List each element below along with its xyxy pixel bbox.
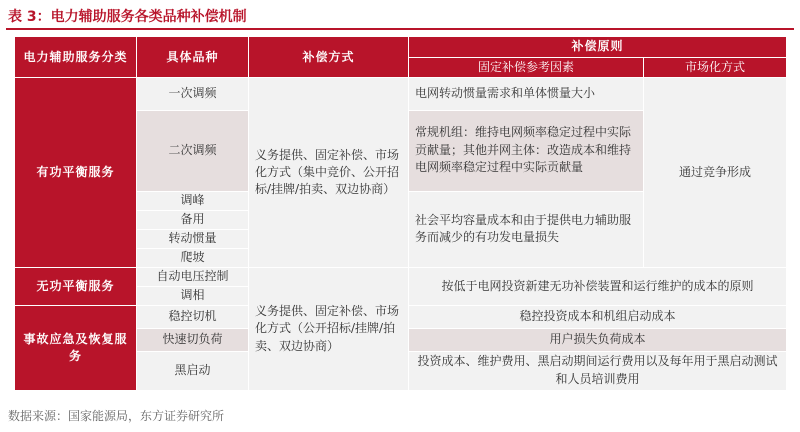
table-title: 表 3：电力辅助服务各类品种补偿机制	[8, 9, 247, 25]
variety-fast-load-shedding: 快速切负荷	[137, 328, 249, 351]
method-reactive-emergency: 义务提供、固定补偿、市场化方式（公开招标/挂牌/拍卖、双边协商）	[249, 267, 409, 390]
fixed-factor-frequency: 常规机组：维持电网频率稳定过程中实际贡献量；其他并网主体：改造成本和维持电网频率稳定过程中实际贡献量	[409, 110, 644, 191]
category-reactive-balance: 无功平衡服务	[15, 267, 137, 305]
variety-rotational-inertia: 转动惯量	[137, 229, 249, 248]
variety-primary-frequency: 一次调频	[137, 78, 249, 110]
data-source-note: 数据来源：国家能源局，东方证券研究所	[8, 409, 225, 423]
fixed-factor-capacity: 社会平均容量成本和由于提供电力辅助服务而减少的有功发电量损失	[409, 191, 644, 267]
variety-ramping: 爬坡	[137, 248, 249, 267]
compensation-table	[14, 36, 787, 391]
method-active-balance: 义务提供、固定补偿、市场化方式（集中竞价、公开招标/挂牌/拍卖、双边协商）	[249, 78, 409, 267]
header-method: 补偿方式	[249, 37, 409, 78]
variety-peak-regulation: 调峰	[137, 191, 249, 210]
variety-black-start: 黑启动	[137, 351, 249, 391]
variety-stability-tripping: 稳控切机	[137, 305, 249, 328]
header-category: 电力辅助服务分类	[15, 37, 137, 78]
variety-reserve: 备用	[137, 210, 249, 229]
title-divider	[6, 28, 794, 30]
header-market-method: 市场化方式	[644, 57, 787, 78]
category-emergency-recovery: 事故应急及恢复服务	[15, 305, 137, 390]
header-principle: 补偿原则	[409, 37, 787, 58]
principle-load-shedding: 用户损失负荷成本	[409, 328, 787, 351]
variety-phase-modulation: 调相	[137, 286, 249, 305]
header-fixed-factors: 固定补偿参考因素	[409, 57, 644, 78]
variety-avc: 自动电压控制	[137, 267, 249, 286]
fixed-factor-inertia: 电网转动惯量需求和单体惯量大小	[409, 78, 644, 110]
principle-reactive: 按低于电网投资新建无功补偿装置和运行维护的成本的原则	[409, 267, 787, 305]
principle-black-start: 投资成本、维护费用、黑启动期间运行费用以及每年用于黑启动测试和人员培训费用	[409, 351, 787, 391]
variety-secondary-frequency: 二次调频	[137, 110, 249, 191]
principle-stability-tripping: 稳控投资成本和机组启动成本	[409, 305, 787, 328]
category-active-balance: 有功平衡服务	[15, 78, 137, 267]
market-competition: 通过竞争形成	[644, 78, 787, 267]
header-variety: 具体品种	[137, 37, 249, 78]
